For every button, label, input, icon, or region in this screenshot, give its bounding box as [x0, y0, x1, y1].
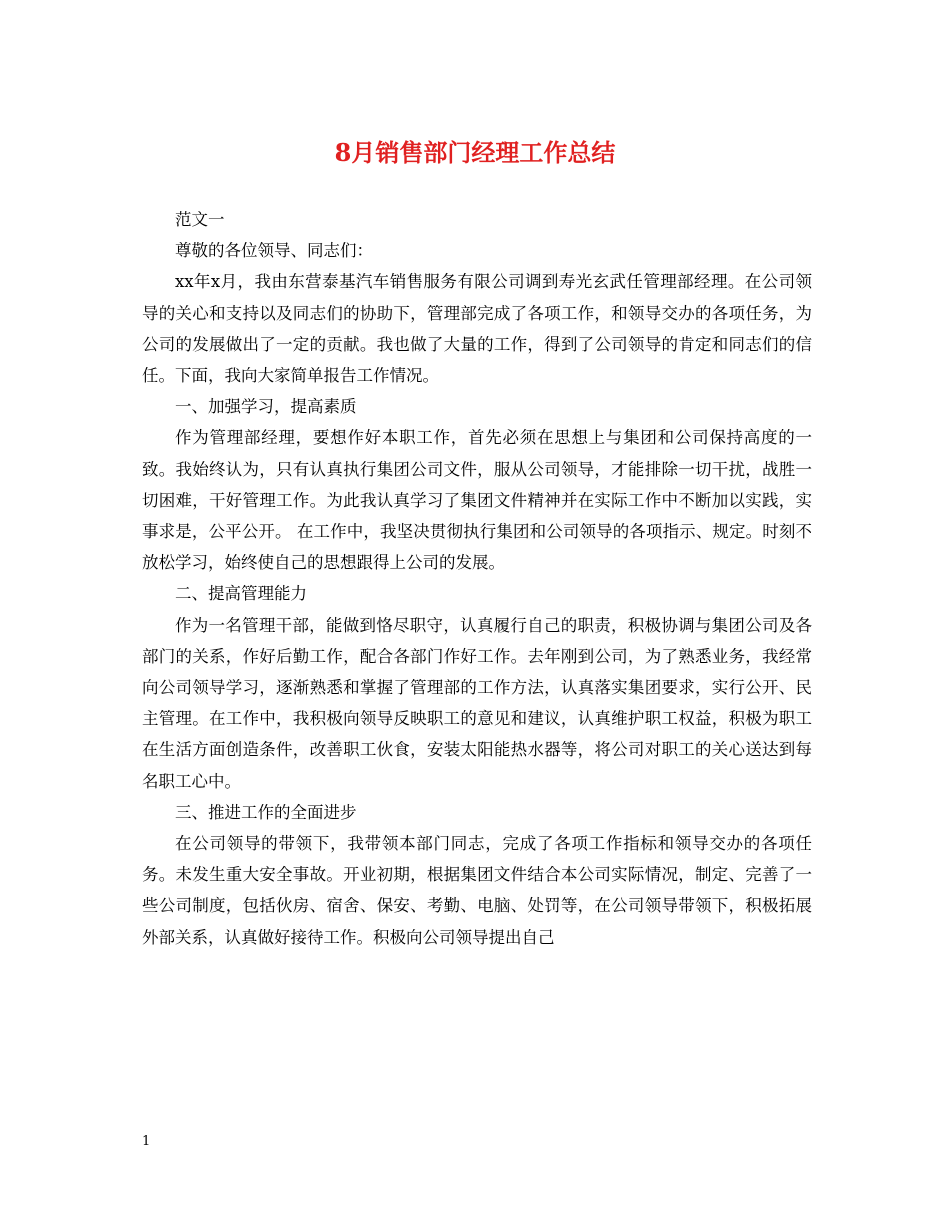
section-heading-1: 一、加强学习，提高素质: [175, 397, 357, 417]
section-paragraph-2: 作为一名管理干部，能做到恪尽职守，认真履行自己的职责，积极协调与集团公司及各部门的关系，作好后勤工作，配合各部门作好工作。去年刚到公司，为了熟悉业务，我经常向公司领导学习，逐渐熟悉和掌握了管理部的工作方法，认真落实集团要求，实行公开、民主管理。在工作中，我积极向领导反映职工的意见和建议，认真维护职工权益，积极为职工在生活方面创造条件，改善职工伙食，安装太阳能热水器等，将公司对职工的关心送达到每名职工心中。: [142, 615, 812, 791]
section-paragraph-3: 在公司领导的带领下，我带领本部门同志，完成了各项工作指标和领导交办的各项任务。未发生重大安全事故。开业初期，根据集团文件结合本公司实际情况，制定、完善了一些公司制度，包括伙房、宿舍、保安、考勤、电脑、处罚等，在公司领导带领下，积极拓展外部关系，认真做好接待工作。积极向公司领导提出自己: [142, 834, 812, 947]
section-heading-2: 二、提高管理能力: [175, 584, 307, 604]
page-number: 1: [142, 1134, 151, 1149]
intro-paragraph: xx年x月，我由东营泰基汽车销售服务有限公司调到寿光玄武任管理部经理。在公司领导的关心和支持以及同志们的协助下，管理部完成了各项工作，和领导交办的各项任务，为公司的发展做出了一定的贡献。我也做了大量的工作，得到了公司领导的肯定和同志们的信任。下面，我向大家简单报告工作情况。: [142, 272, 812, 386]
salutation-label: 范文一: [175, 210, 225, 229]
greeting-line: 尊敬的各位领导、同志们：: [175, 241, 373, 261]
section-heading-3: 三、推进工作的全面进步: [175, 802, 357, 822]
document-title: 8月销售部门经理工作总结: [334, 138, 616, 167]
document-body: [142, 204, 812, 953]
section-paragraph-1: 作为管理部经理，要想作好本职工作，首先必须在思想上与集团和公司保持高度的一致。我始终认为，只有认真执行集团公司文件，服从公司领导，才能排除一切干扰，战胜一切困难，干好管理工作。为此我认真学习了集团文件精神并在实际工作中不断加以实践，实事求是，公平公开。 在工作中，我坚决贯彻执行集团和公司领导的各项指示、规定。时刻不放松学习，始终使自己的思想跟得上公司的发展。: [142, 428, 812, 573]
